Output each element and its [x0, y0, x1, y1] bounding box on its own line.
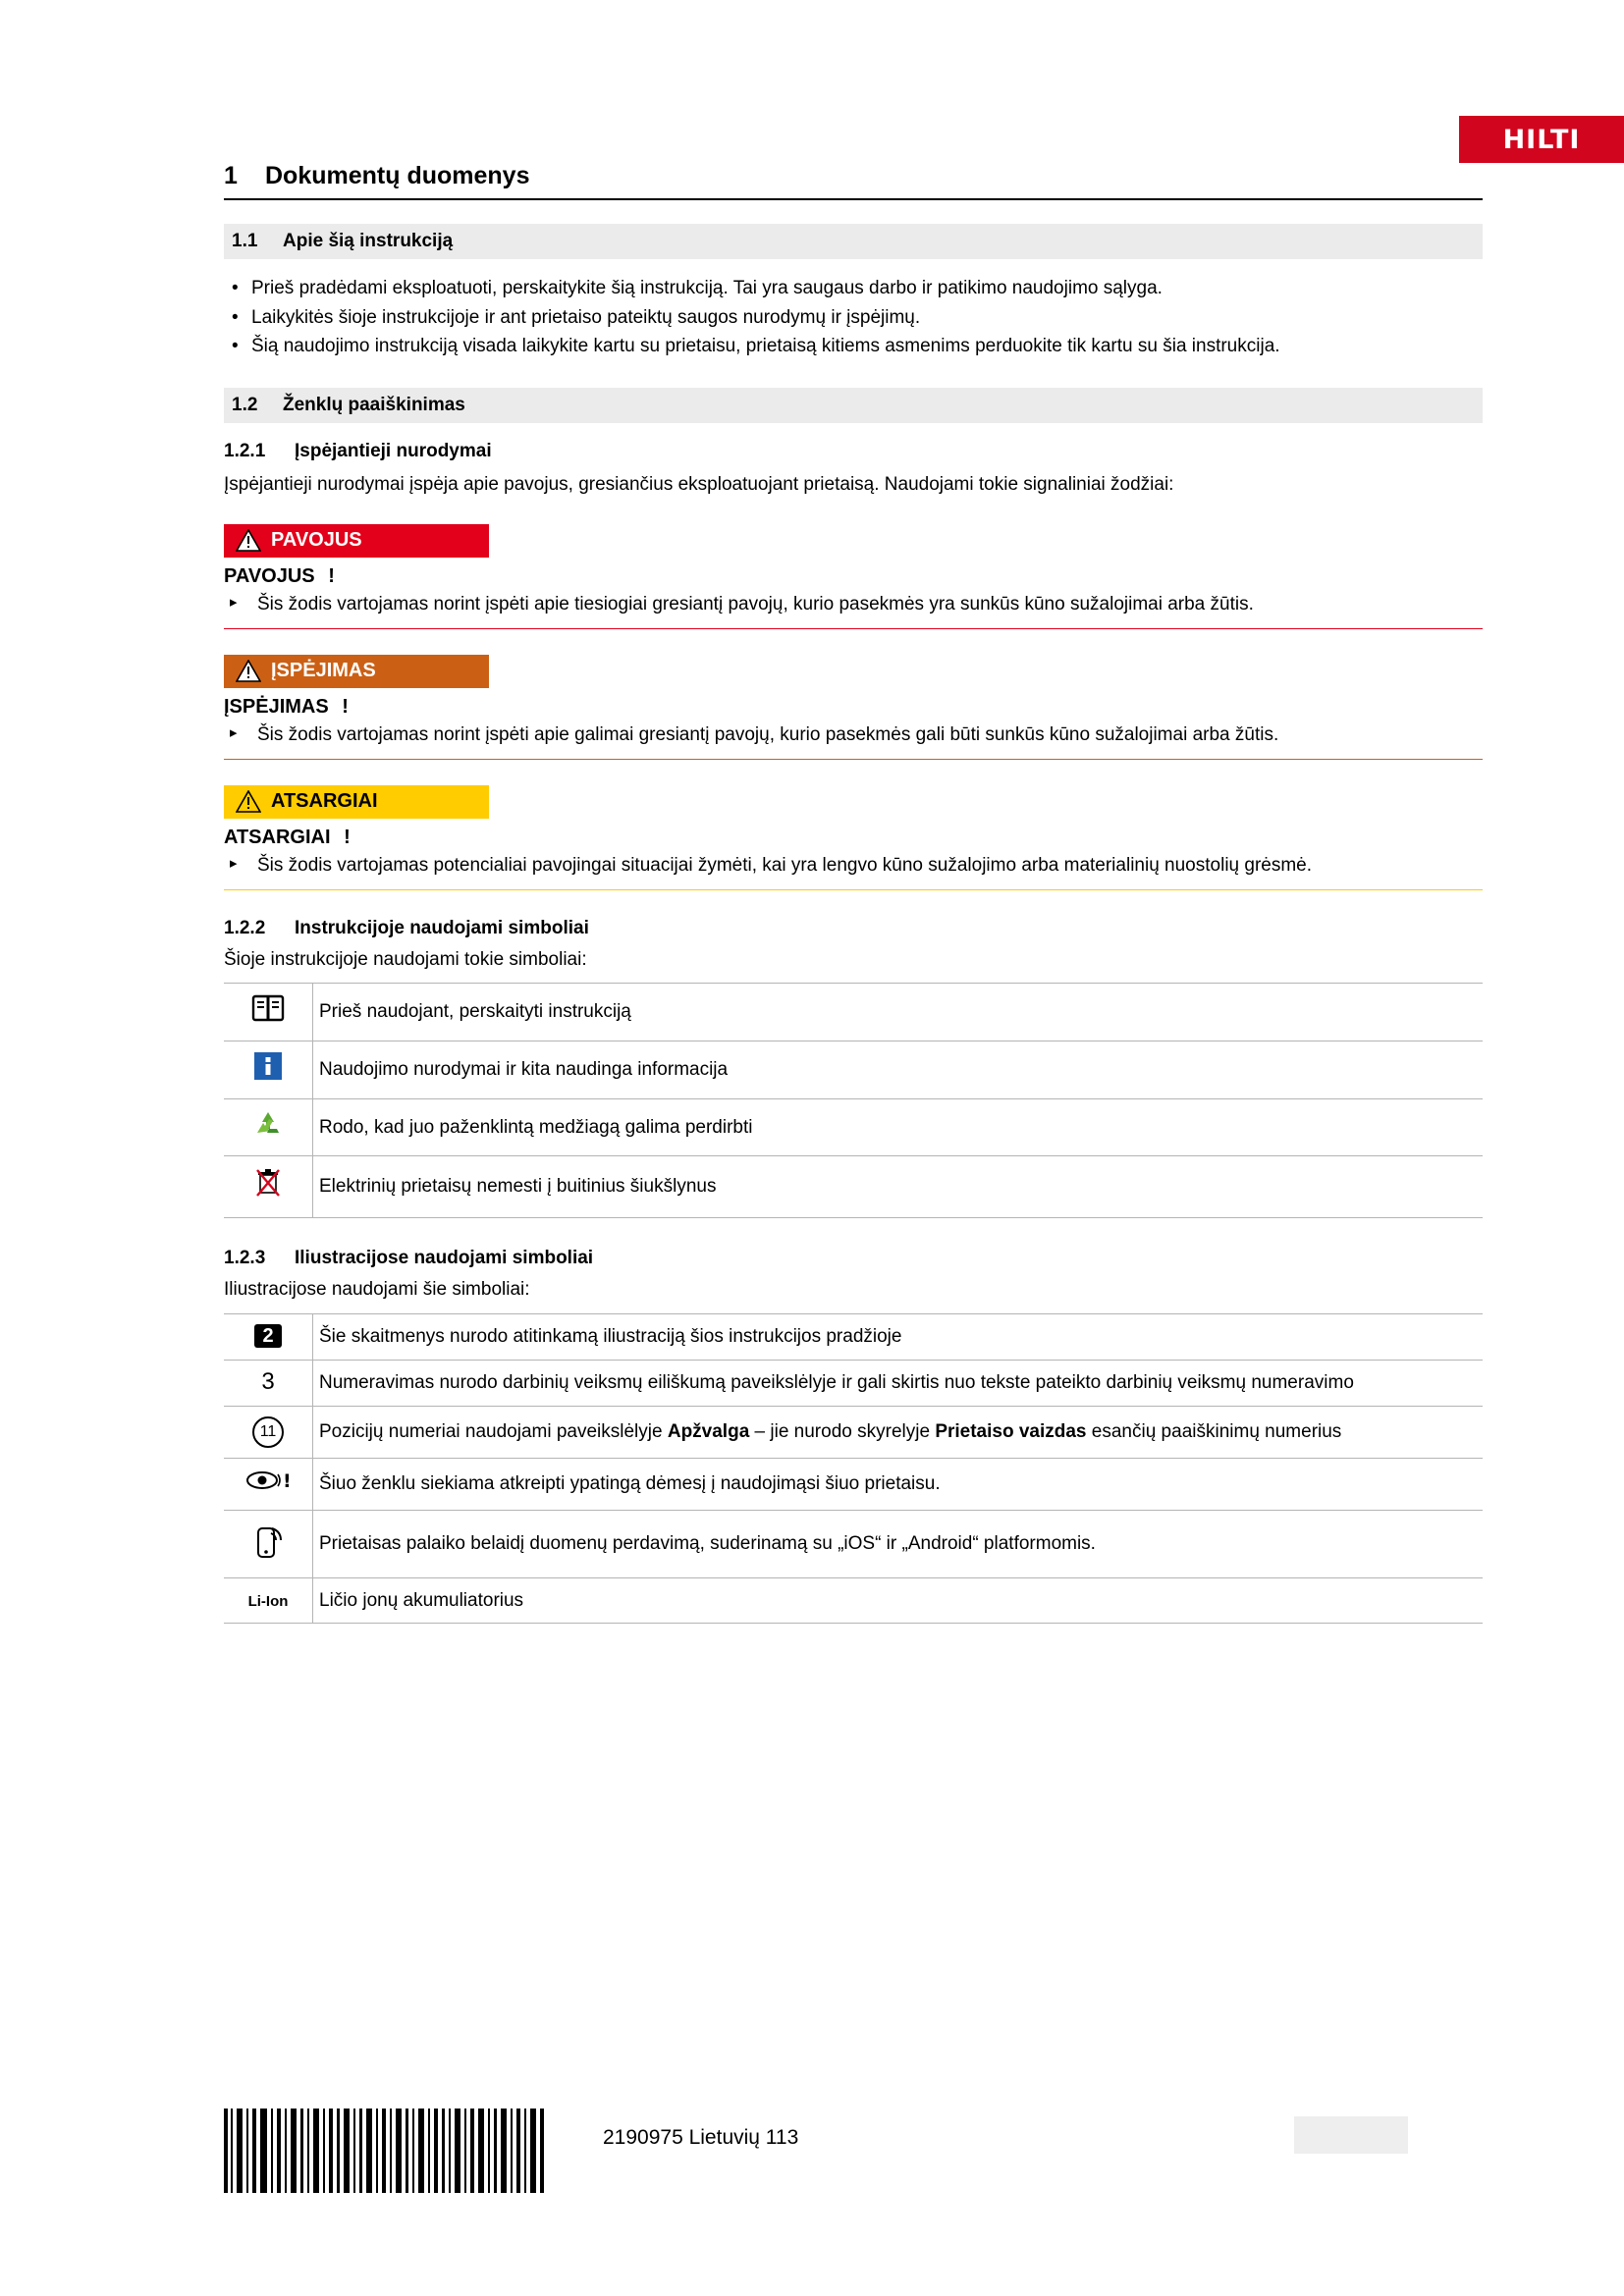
number-badge-2-glyph: 2	[254, 1324, 281, 1348]
table-row	[224, 1459, 1483, 1511]
section-1-2-title: Ženklų paaiškinimas	[283, 394, 465, 415]
section-1-2-heading	[224, 388, 1483, 423]
symbol-description: Ličio jonų akumuliatorius	[313, 1577, 1484, 1624]
signal-warning-exclamation: !	[342, 695, 349, 718]
signal-name-caution	[224, 827, 1483, 849]
no-household-waste-icon	[224, 1156, 313, 1218]
symbol-text-part: Pozicijų numeriai naudojami paveikslėlyje	[319, 1421, 668, 1443]
eye-attention-icon	[224, 1459, 313, 1511]
page-content	[224, 0, 1483, 1624]
hilti-logo-text: HILTI	[1502, 124, 1581, 155]
symbol-description: Prieš naudojant, perskaityti instrukciją	[313, 984, 1484, 1041]
section-1-2-3-number: 1.2.3	[224, 1248, 266, 1269]
section-1-2-1-number: 1.2.1	[224, 440, 266, 461]
warning-triangle-icon	[236, 790, 261, 813]
symbol-description: Šiuo ženklu siekiama atkreipti ypatingą dėmesį į naudojimąsi šiuo prietaisu.	[313, 1459, 1484, 1511]
table-row	[224, 1360, 1483, 1407]
section-title: Dokumentų duomenys	[265, 162, 530, 189]
recycling-icon	[224, 1098, 313, 1156]
divider-caution	[224, 889, 1483, 890]
section-1-2-2-heading	[224, 918, 1483, 939]
barcode	[224, 2109, 548, 2193]
warning-triangle-icon	[236, 529, 261, 552]
number-3-icon	[224, 1360, 313, 1407]
table-row	[224, 1314, 1483, 1361]
signal-bar-danger-label: PAVOJUS	[271, 529, 362, 552]
table-row	[224, 1041, 1483, 1099]
signal-block-warning	[224, 655, 1483, 760]
page-footer	[224, 2109, 1483, 2226]
section-1-2-3-heading	[224, 1248, 1483, 1269]
table-row	[224, 1407, 1483, 1459]
divider-danger	[224, 628, 1483, 629]
symbol-description: Prietaisas palaiko belaidį duomenų perdavimą, suderinamą su „iOS“ ir „Android“ platformomis.	[313, 1510, 1484, 1577]
illustration-intro: Iliustracijose naudojami šie simboliai:	[224, 1279, 530, 1301]
table-row	[224, 984, 1483, 1041]
illustration-symbols-table	[224, 1313, 1483, 1624]
table-row	[224, 1156, 1483, 1218]
signal-block-danger	[224, 524, 1483, 629]
signal-caution-exclamation: !	[344, 826, 351, 848]
signal-description-caution: ▸ Šis žodis vartojamas potencialiai pavojingai situacijai žymėti, kai yra lengvo kūno sužalojimo arba materialinių nuostolių grėsmė.	[224, 853, 1483, 880]
signal-name-danger-text: PAVOJUS	[224, 564, 315, 587]
signal-name-warning-text: ĮSPĖJIMAS	[224, 695, 329, 718]
signal-name-caution-text: ATSARGIAI	[224, 826, 331, 848]
symbol-description: Šie skaitmenys nurodo atitinkamą iliustraciją šios instrukcijos pradžioje	[313, 1314, 1484, 1361]
information-icon	[224, 1041, 313, 1099]
list-item: • Prieš pradėdami eksploatuoti, perskaitykite šią instrukciją. Tai yra saugaus darbo ir patikimo naudojimo sąlyga.	[224, 275, 1483, 302]
section-1-1-heading	[224, 224, 1483, 259]
signal-bar-danger	[224, 524, 489, 558]
signal-name-warning	[224, 696, 1483, 719]
circled-number-11-glyph: 11	[252, 1416, 284, 1448]
warning-triangle-icon	[236, 660, 261, 682]
svg-text:!: !	[283, 1470, 291, 1493]
list-item: • Šią naudojimo instrukciją visada laikykite kartu su prietaisu, prietaisą kitiems asmenims perduokite tik kartu su šia instrukcija.	[224, 333, 1483, 360]
wireless-device-icon	[224, 1510, 313, 1577]
section-1-1-title: Apie šią instrukciją	[283, 231, 454, 251]
manual-book-icon	[224, 984, 313, 1041]
number-badge-2-icon	[224, 1314, 313, 1361]
symbol-description	[313, 1407, 1484, 1459]
li-ion-battery-icon	[224, 1577, 313, 1624]
footer-text: 2190975 Lietuvių 113	[603, 2126, 799, 2149]
symbol-description: Rodo, kad juo paženklintą medžiagą galima perdirbti	[313, 1098, 1484, 1156]
section-1-2-number: 1.2	[232, 394, 258, 415]
signal-bar-warning	[224, 655, 489, 688]
list-item: • Laikykitės šioje instrukcijoje ir ant prietaiso pateiktų saugos nurodymų ir įspėjimų.	[224, 304, 1483, 332]
warnings-intro: Įspėjantieji nurodymai įspėja apie pavojus, gresiančius eksploatuojant prietaisą. Naudojami tokie signaliniai žodžiai:	[224, 473, 1174, 495]
section-number: 1	[224, 162, 238, 189]
table-row	[224, 1510, 1483, 1577]
section-1-2-1-title: Įspėjantieji nurodymai	[295, 440, 492, 461]
circled-number-11-icon	[224, 1407, 313, 1459]
table-row	[224, 1577, 1483, 1624]
section-1-2-1-heading	[224, 441, 1483, 462]
symbol-text-part-bold: Apžvalga	[667, 1421, 750, 1443]
symbol-text-part: – jie nurodo skyrelyje	[749, 1421, 936, 1443]
symbol-text-part: esančių paaiškinimų numerius	[1086, 1421, 1342, 1443]
signal-name-danger	[224, 565, 1483, 588]
page-title	[224, 162, 1483, 200]
symbol-description: Numeravimas nurodo darbinių veiksmų eiliškumą paveikslėlyje ir gali skirtis nuo tekste pateikto darbinių veiksmų numeravimo	[313, 1360, 1484, 1407]
symbol-description: Elektrinių prietaisų nemesti į buitinius šiukšlynus	[313, 1156, 1484, 1218]
symbols-table	[224, 983, 1483, 1218]
about-bullet-list	[224, 275, 1483, 360]
signal-block-caution	[224, 785, 1483, 890]
li-ion-glyph: Li-Ion	[247, 1592, 289, 1610]
hilti-logo	[1459, 116, 1624, 163]
footer-placeholder-box	[1294, 2116, 1408, 2154]
symbols-intro: Šioje instrukcijoje naudojami tokie simboliai:	[224, 948, 587, 970]
signal-bar-caution	[224, 785, 489, 819]
number-3-glyph: 3	[261, 1367, 275, 1395]
section-1-1-number: 1.1	[232, 231, 258, 251]
section-1-2-2-title: Instrukcijoje naudojami simboliai	[295, 917, 589, 938]
section-1-2-2-number: 1.2.2	[224, 917, 266, 938]
table-row	[224, 1098, 1483, 1156]
divider-warning	[224, 759, 1483, 760]
section-1-2-3-title: Iliustracijose naudojami simboliai	[295, 1248, 594, 1269]
signal-bar-caution-label: ATSARGIAI	[271, 790, 378, 813]
signal-description-warning: ▸ Šis žodis vartojamas norint įspėti apie galimai gresiantį pavojų, kurio pasekmės gali būti sunkūs kūno sužalojimai arba žūtis.	[224, 722, 1483, 749]
signal-description-danger: ▸ Šis žodis vartojamas norint įspėti apie tiesiogiai gresiantį pavojų, kurio pasekmės yra sunkūs kūno sužalojimai arba žūtis.	[224, 592, 1483, 618]
signal-bar-warning-label: ĮSPĖJIMAS	[271, 660, 376, 682]
symbol-description: Naudojimo nurodymai ir kita naudinga informacija	[313, 1041, 1484, 1099]
signal-danger-exclamation: !	[328, 564, 335, 587]
symbol-text-part-bold: Prietaiso vaizdas	[935, 1421, 1087, 1443]
